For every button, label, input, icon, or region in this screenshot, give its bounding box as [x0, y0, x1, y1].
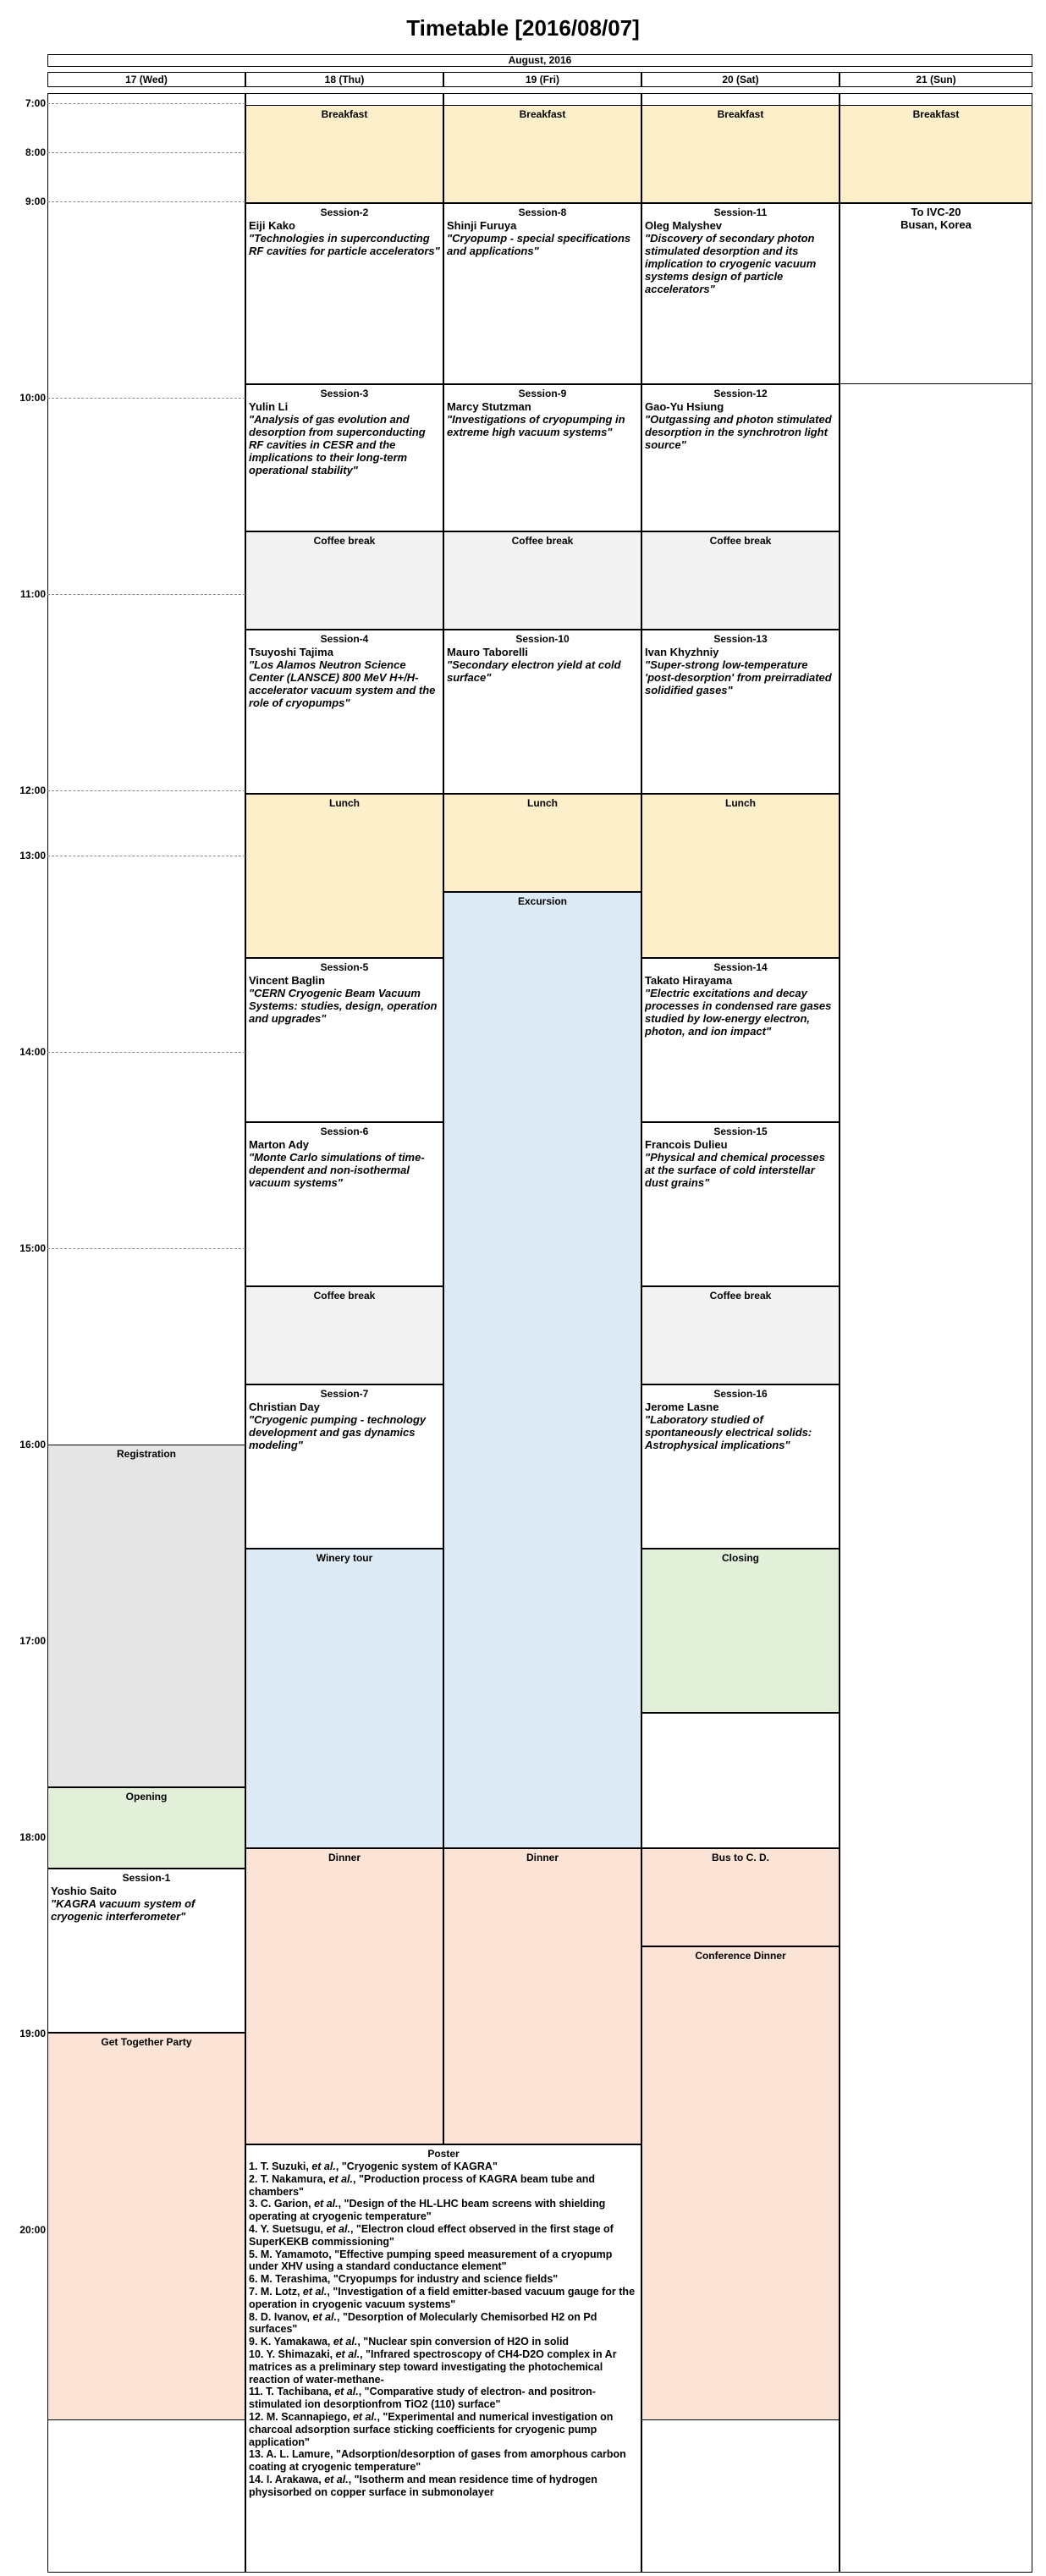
time-label: 8:00 — [25, 146, 46, 158]
session-speaker: Tsuyoshi Tajima — [249, 646, 333, 658]
bus-block — [641, 1848, 840, 1946]
gridline — [47, 594, 245, 595]
gridline — [47, 1248, 245, 1249]
session-talk: "Monte Carlo simulations of time-dependent and non-isothermal vacuum systems" — [249, 1151, 425, 1189]
coffee-break-block — [245, 1286, 443, 1384]
session-speaker: Francois Dulieu — [645, 1138, 728, 1151]
poster-item: 13. A. L. Lamure, "Adsorption/desorption of gases from amorphous carbon coating at cryogenic temperature" — [249, 2448, 626, 2474]
session-block-11 — [641, 203, 840, 384]
session-talk: "Physical and chemical processes at the surface of cold interstellar dust grains" — [645, 1151, 825, 1189]
coffee-break-label: Coffee break — [709, 535, 772, 547]
session-speaker: Yulin Li — [249, 400, 289, 413]
time-label: 7:00 — [25, 97, 46, 109]
session-speaker: Yoshio Saito — [51, 1885, 117, 1897]
session-speaker: Takato Hirayama — [645, 974, 733, 987]
day-header-thu: 18 (Thu) — [245, 72, 443, 87]
session-title: Session-13 — [713, 633, 768, 645]
time-label: 16:00 — [19, 1439, 46, 1450]
dinner-block-thu — [245, 1848, 443, 2144]
gridline — [47, 398, 245, 399]
session-title: Session-16 — [713, 1388, 768, 1400]
session-talk: "Cryogenic pumping - technology development and gas dynamics modeling" — [249, 1413, 427, 1451]
day-column-sun — [840, 93, 1032, 2573]
session-block-2 — [245, 203, 443, 384]
session-title: Session-1 — [122, 1872, 171, 1884]
session-block-9 — [443, 384, 641, 531]
gridline — [47, 201, 245, 202]
session-title: Session-3 — [320, 388, 369, 399]
breakfast-block-sat — [641, 105, 840, 203]
poster-item: 10. Y. Shimazaki, et al., "Infrared spectroscopy of CH4-D2O complex in Ar matrices as a preliminary step toward investigating the photochemical reaction of water-methane- — [249, 2348, 617, 2386]
breakfast-block-sun — [840, 105, 1032, 203]
poster-item: 11. T. Tachibana, et al., "Comparative study of electron- and positron-stimulated ion desorptionfrom TiO2 (110) surface" — [249, 2386, 596, 2411]
poster-item: 9. K. Yamakawa, et al., "Nuclear spin conversion of H2O in solid — [249, 2336, 570, 2348]
time-label: 17:00 — [19, 1635, 46, 1647]
breakfast-block-fri — [443, 105, 641, 203]
session-speaker: Vincent Baglin — [249, 974, 326, 987]
time-label: 20:00 — [19, 2224, 46, 2236]
closing-block — [641, 1549, 840, 1713]
session-block-12 — [641, 384, 840, 531]
session-speaker: Gao-Yu Hsiung — [645, 400, 724, 413]
get-together-label: Get Together Party — [101, 2036, 192, 2048]
session-speaker: Mauro Taborelli — [447, 646, 528, 658]
session-talk: "Analysis of gas evolution and desorption from superconducting RF cavities in CESR and the implications to their long-term operational stability" — [249, 413, 426, 476]
get-together-block — [47, 2033, 245, 2420]
time-label: 19:00 — [19, 2028, 46, 2039]
session-block-8 — [443, 203, 641, 384]
breakfast-label: Breakfast — [717, 108, 764, 120]
time-label: 12:00 — [19, 784, 46, 796]
session-speaker: Shinji Furuya — [447, 219, 517, 232]
time-label: 15:00 — [19, 1242, 46, 1254]
excursion-block — [443, 892, 641, 1848]
day-header-sun: 21 (Sun) — [840, 72, 1032, 87]
opening-label: Opening — [125, 1791, 168, 1803]
lunch-block-sat — [641, 794, 840, 958]
lunch-label: Lunch — [329, 797, 360, 809]
breakfast-block-thu — [245, 105, 443, 203]
poster-item: 12. M. Scannapiego, et al., "Experimental and numerical investigation on charcoal adsorption surface sticking coefficients for cryogenic pump application" — [249, 2410, 614, 2448]
dinner-label: Dinner — [328, 1852, 361, 1863]
lunch-label: Lunch — [725, 797, 756, 809]
session-title: Session-11 — [713, 206, 768, 218]
session-speaker: Eiji Kako — [249, 219, 295, 232]
page-title: Timetable [2016/08/07] — [406, 15, 640, 41]
session-talk: "Super-strong low-temperature 'post-desorption' from preirradiated solidified gases" — [645, 658, 832, 696]
closing-label: Closing — [722, 1552, 759, 1564]
lunch-label: Lunch — [527, 797, 558, 809]
poster-item: 5. M. Yamamoto, "Effective pumping speed measurement of a cryopump under XHV using a standard conductance element" — [249, 2248, 613, 2273]
ivc-block — [840, 203, 1032, 384]
session-title: Session-8 — [518, 206, 567, 218]
session-talk: "Los Alamos Neutron Science Center (LANSCE) 800 MeV H+/H- accelerator vacuum system and the role of cryopumps" — [249, 658, 436, 709]
session-speaker: Marcy Stutzman — [447, 400, 531, 413]
winery-tour-label: Winery tour — [316, 1552, 373, 1564]
gridline — [47, 103, 245, 104]
coffee-break-label: Coffee break — [511, 535, 574, 547]
registration-block — [47, 1445, 245, 1787]
poster-title: Poster — [427, 2148, 460, 2160]
session-title: Session-10 — [515, 633, 570, 645]
session-block-16 — [641, 1384, 840, 1549]
day-header-sat: 20 (Sat) — [641, 72, 840, 87]
session-talk: "Laboratory studied of spontaneously electrical solids: Astrophysical implications" — [645, 1413, 812, 1451]
ivc-line-1: To IVC-20 — [911, 206, 961, 218]
time-label: 13:00 — [19, 850, 46, 861]
session-talk: "Outgassing and photon stimulated desorption in the synchrotron light source" — [645, 413, 832, 451]
coffee-break-label: Coffee break — [709, 1290, 772, 1302]
gridline — [47, 790, 245, 791]
session-talk: "KAGRA vacuum system of cryogenic interferometer" — [51, 1897, 195, 1923]
breakfast-label: Breakfast — [519, 108, 566, 120]
time-label: 10:00 — [19, 392, 46, 404]
poster-item: 8. D. Ivanov, et al., "Desorption of Molecularly Chemisorbed H2 on Pd surfaces" — [249, 2310, 597, 2336]
session-speaker: Oleg Malyshev — [645, 219, 723, 232]
session-title: Session-6 — [320, 1126, 369, 1137]
registration-label: Registration — [116, 1448, 176, 1460]
session-speaker: Jerome Lasne — [645, 1401, 719, 1413]
breakfast-label: Breakfast — [321, 108, 368, 120]
session-talk: "CERN Cryogenic Beam Vacuum Systems: studies, design, operation and upgrades" — [249, 987, 438, 1025]
session-block-7 — [245, 1384, 443, 1549]
dinner-label: Dinner — [526, 1852, 559, 1863]
session-talk: "Technologies in superconducting RF cavities for particle accelerators" — [249, 232, 440, 257]
coffee-break-block — [245, 531, 443, 630]
session-talk: "Cryopump - special specifications and applications" — [447, 232, 631, 257]
session-speaker: Marton Ady — [249, 1138, 310, 1151]
session-title: Session-2 — [320, 206, 369, 218]
session-block-1 — [47, 1869, 245, 2033]
session-title: Session-12 — [713, 388, 768, 399]
time-label: 14:00 — [19, 1046, 46, 1058]
day-header-wed: 17 (Wed) — [47, 72, 245, 87]
coffee-break-label: Coffee break — [313, 1290, 376, 1302]
lunch-block-fri — [443, 794, 641, 892]
month-header: August, 2016 — [47, 54, 1032, 67]
poster-item: 7. M. Lotz, et al., "Investigation of a field emitter-based vacuum gauge for the operation in cryogenic vacuum systems" — [249, 2285, 636, 2310]
breakfast-label: Breakfast — [912, 108, 960, 120]
session-block-14 — [641, 958, 840, 1122]
session-title: Session-15 — [713, 1126, 768, 1137]
day-header-fri: 19 (Fri) — [443, 72, 641, 87]
session-block-5 — [245, 958, 443, 1122]
conference-dinner-block — [641, 1946, 840, 2420]
poster-item: 4. Y. Suetsugu, et al., "Electron cloud effect observed in the first stage of SuperKEKB commissioning" — [249, 2222, 614, 2248]
session-talk: "Discovery of secondary photon stimulated desorption and its implication to cryogenic vacuum systems design of particle accelerators" — [645, 232, 817, 295]
poster-block — [245, 2144, 641, 2573]
session-title: Session-14 — [713, 961, 768, 973]
session-title: Session-4 — [320, 633, 369, 645]
poster-item: 14. I. Arakawa, et al., "Isotherm and mean residence time of hydrogen physisorbed on copper surface in submonolayer — [249, 2473, 597, 2498]
poster-item: 6. M. Terashima, "Cryopumps for industry and science fields" — [249, 2273, 559, 2286]
poster-item: 1. T. Suzuki, et al., "Cryogenic system of KAGRA" — [249, 2160, 498, 2172]
session-block-4 — [245, 630, 443, 794]
gridline — [47, 152, 245, 153]
session-block-6 — [245, 1122, 443, 1286]
session-talk: "Electric excitations and decay processes in condensed rare gases studied by low-energy electron, photon, and ion impact" — [645, 987, 832, 1038]
time-label: 18:00 — [19, 1831, 46, 1843]
coffee-break-block — [641, 531, 840, 630]
gridline — [47, 1052, 245, 1053]
session-talk: "Secondary electron yield at cold surface" — [447, 658, 621, 684]
session-title: Session-9 — [518, 388, 567, 399]
time-label: 11:00 — [19, 588, 46, 600]
poster-item: 2. T. Nakamura, et al., "Production process of KAGRA beam tube and chambers" — [249, 2172, 596, 2198]
session-block-13 — [641, 630, 840, 794]
session-talk: "Investigations of cryopumping in extreme high vacuum systems" — [447, 413, 625, 438]
ivc-line-2: Busan, Korea — [900, 218, 972, 231]
dinner-block-fri — [443, 1848, 641, 2144]
excursion-label: Excursion — [517, 895, 568, 907]
lunch-block-thu — [245, 794, 443, 958]
session-title: Session-5 — [320, 961, 369, 973]
coffee-break-label: Coffee break — [313, 535, 376, 547]
session-speaker: Christian Day — [249, 1401, 320, 1413]
session-speaker: Ivan Khyzhniy — [645, 646, 719, 658]
time-label: 9:00 — [25, 195, 46, 207]
session-block-10 — [443, 630, 641, 794]
poster-item: 3. C. Garion, et al., "Design of the HL-LHC beam screens with shielding operating at cryogenic temperature" — [249, 2198, 606, 2223]
empty-slot — [641, 1713, 840, 1848]
coffee-break-block — [641, 1286, 840, 1384]
bus-label: Bus to C. D. — [712, 1852, 769, 1863]
session-block-3 — [245, 384, 443, 531]
winery-tour-block — [245, 1549, 443, 1848]
coffee-break-block — [443, 531, 641, 630]
opening-block — [47, 1787, 245, 1869]
conference-dinner-label: Conference Dinner — [695, 1950, 786, 1962]
session-block-15 — [641, 1122, 840, 1286]
session-title: Session-7 — [320, 1388, 369, 1400]
